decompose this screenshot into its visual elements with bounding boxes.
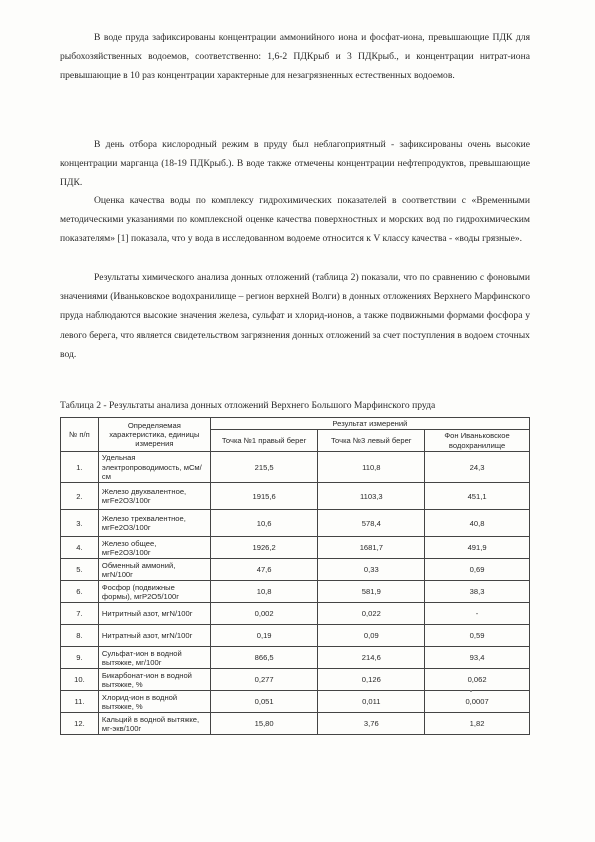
paragraph-4-line-4: сульфат и хлорид-ионов, а также подвижными формами фосфора у левого берега, что (60, 310, 530, 341)
row-value-point-3: 581,9 (318, 581, 425, 603)
row-value-point-1: 0,002 (210, 603, 318, 625)
table-row (61, 647, 530, 669)
row-value-point-3: 3,76 (318, 713, 425, 735)
row-value-point-1: 0,277 (210, 669, 318, 691)
row-value-point-1: 1915,6 (210, 483, 318, 510)
row-characteristic: Кальций в водной вытяжке, мг-экв/100г (98, 713, 210, 735)
row-value-background: 40,8 (425, 510, 530, 537)
table-row (61, 559, 530, 581)
row-value-background: 451,1 (425, 483, 530, 510)
row-value-background: 93,4 (425, 647, 530, 669)
paragraph-4-line-3: в донных отложениях Верхнего Марфинского пруда наблюдаются высокие значения железа, (60, 291, 530, 322)
row-number: 10. (61, 669, 99, 691)
table-row (61, 625, 530, 647)
row-value-background: 24,3 (425, 452, 530, 483)
paragraph-1-line-2: превышающие ПДК для рыбохозяйственных водоемов, соответственно: 1,6-2 ПДКрыб и 3 (60, 32, 530, 63)
row-value-background: 0,69 (425, 559, 530, 581)
row-value-point-3: 0,126 (318, 669, 425, 691)
table-row (61, 713, 530, 735)
table-row (61, 581, 530, 603)
row-characteristic: Обменный аммоний, мгN/100г (98, 559, 210, 581)
header-point-3: Точка №3 левый берег (318, 430, 425, 452)
row-number: 11. (61, 691, 99, 713)
row-characteristic: Фосфор (подвижные формы), мгP2O5/100г (98, 581, 210, 603)
header-characteristic: Определяемая характеристика, единицы измерения (98, 418, 210, 452)
row-value-point-1: 10,6 (210, 510, 318, 537)
row-value-point-3: 578,4 (318, 510, 425, 537)
row-value-point-3: 110,8 (318, 452, 425, 483)
header-point-1: Точка №1 правый берег (210, 430, 318, 452)
scan-speck (470, 690, 472, 692)
row-value-point-3: 0,09 (318, 625, 425, 647)
table-caption: Таблица 2 - Результаты анализа донных отложений Верхнего Большого Марфинского пруда (60, 400, 436, 411)
paragraph-2 (60, 135, 530, 193)
row-value-background: 38,3 (425, 581, 530, 603)
table-row (61, 669, 530, 691)
row-characteristic: Железо трехвалентное, мгFe2O3/100г (98, 510, 210, 537)
row-characteristic: Сульфат-ион в водной вытяжке, мг/100г (98, 647, 210, 669)
row-value-background: - (425, 603, 530, 625)
row-value-background: 0,062 (425, 669, 530, 691)
row-number: 5. (61, 559, 99, 581)
paragraph-1-line-3: ПДКрыб., и концентрации нитрат-иона превышающие в 10 раз концентрации характерные (60, 51, 530, 82)
table-row (61, 510, 530, 537)
row-value-point-1: 10,8 (210, 581, 318, 603)
paragraph-2-line-3: концентрации нефтепродуктов, превышающие ПДК. (60, 158, 530, 189)
row-number: 1. (61, 452, 99, 483)
paragraph-4 (60, 268, 530, 364)
table-row (61, 537, 530, 559)
paragraph-3-line-2: «Временными методическими указаниями по комплексной оценке качества поверхностных и (60, 195, 531, 226)
paragraph-2-line-2: очень высокие концентрации марганца (18-19 ПДКрыб.). В воде также отмечены (60, 139, 530, 170)
table-body (61, 452, 530, 735)
row-number: 9. (61, 647, 99, 669)
row-value-background: 491,9 (425, 537, 530, 559)
header-num: № п/п (61, 418, 99, 452)
table-row (61, 452, 530, 483)
row-value-background: 0,0007 (425, 691, 530, 713)
row-value-point-1: 15,80 (210, 713, 318, 735)
row-characteristic: Железо общее, мгFe2O3/100г (98, 537, 210, 559)
row-value-point-1: 0,051 (210, 691, 318, 713)
paragraph-2-line-1: В день отбора кислородный режим в пруду был неблагоприятный - зафиксированы (94, 139, 463, 150)
row-value-background: 1,82 (425, 713, 530, 735)
row-characteristic: Железо двухвалентное, мгFe2O3/100г (98, 483, 210, 510)
table-row (61, 603, 530, 625)
paragraph-1-line-4: для незагрязненных естественных водоемов. (271, 70, 455, 82)
paragraph-4-line-5: является свидетельством загрязнения донных отложений за счет поступления в водоем (136, 329, 494, 341)
paragraph-3 (60, 191, 530, 249)
row-number: 4. (61, 537, 99, 559)
row-value-point-3: 0,011 (318, 691, 425, 713)
row-number: 12. (61, 713, 99, 735)
table-row (61, 691, 530, 713)
row-number: 7. (61, 603, 99, 625)
row-value-point-1: 0,19 (210, 625, 318, 647)
row-value-point-1: 47,6 (210, 559, 318, 581)
row-value-point-3: 0,33 (318, 559, 425, 581)
row-number: 2. (61, 483, 99, 510)
row-value-point-1: 215,5 (210, 452, 318, 483)
paragraph-3-line-4: водоеме относится к V классу качества - «воды грязные». (286, 233, 523, 245)
header-results-group: Результат измерений (210, 418, 529, 430)
paragraph-1 (60, 28, 530, 86)
row-characteristic: Бикарбонат-ион в водной вытяжке, % (98, 669, 210, 691)
row-value-point-1: 1926,2 (210, 537, 318, 559)
row-value-point-3: 214,6 (318, 647, 425, 669)
row-value-point-1: 866,5 (210, 647, 318, 669)
row-characteristic: Удельная электропроводимость, мСм/см (98, 452, 210, 483)
paragraph-4-line-6: сточных вод. (60, 329, 530, 360)
row-value-background: 0,59 (425, 625, 530, 647)
row-value-point-3: 1681,7 (318, 537, 425, 559)
table-header-row (61, 418, 530, 430)
row-number: 8. (61, 625, 99, 647)
paragraph-1-line-1: В воде пруда зафиксированы концентрации аммонийного иона и фосфат-иона, (94, 32, 425, 43)
header-background: Фон Иваньковское водохранилище (425, 430, 530, 452)
row-characteristic: Хлорид-ион в водной вытяжке, % (98, 691, 210, 713)
paragraph-3-line-1: Оценка качества воды по комплексу гидрохимических показателей в соответствии с (94, 195, 466, 206)
paragraph-3-line-3: морских вод по гидрохимическим показателям» [1] показала, что у вода в исследованном (60, 214, 530, 245)
paragraph-4-line-1: Результаты химического анализа донных отложений (таблица 2) показали, что по (94, 272, 430, 283)
row-characteristic: Нитритный азот, мгN/100г (98, 603, 210, 625)
row-number: 3. (61, 510, 99, 537)
row-value-point-3: 1103,3 (318, 483, 425, 510)
row-value-point-3: 0,022 (318, 603, 425, 625)
results-table (60, 417, 530, 735)
paragraph-4-line-2: сравнению с фоновыми значениями (Иваньковское водохранилище – регион верхней Волги) (60, 272, 530, 303)
row-number: 6. (61, 581, 99, 603)
table-row (61, 483, 530, 510)
row-characteristic: Нитратный азот, мгN/100г (98, 625, 210, 647)
